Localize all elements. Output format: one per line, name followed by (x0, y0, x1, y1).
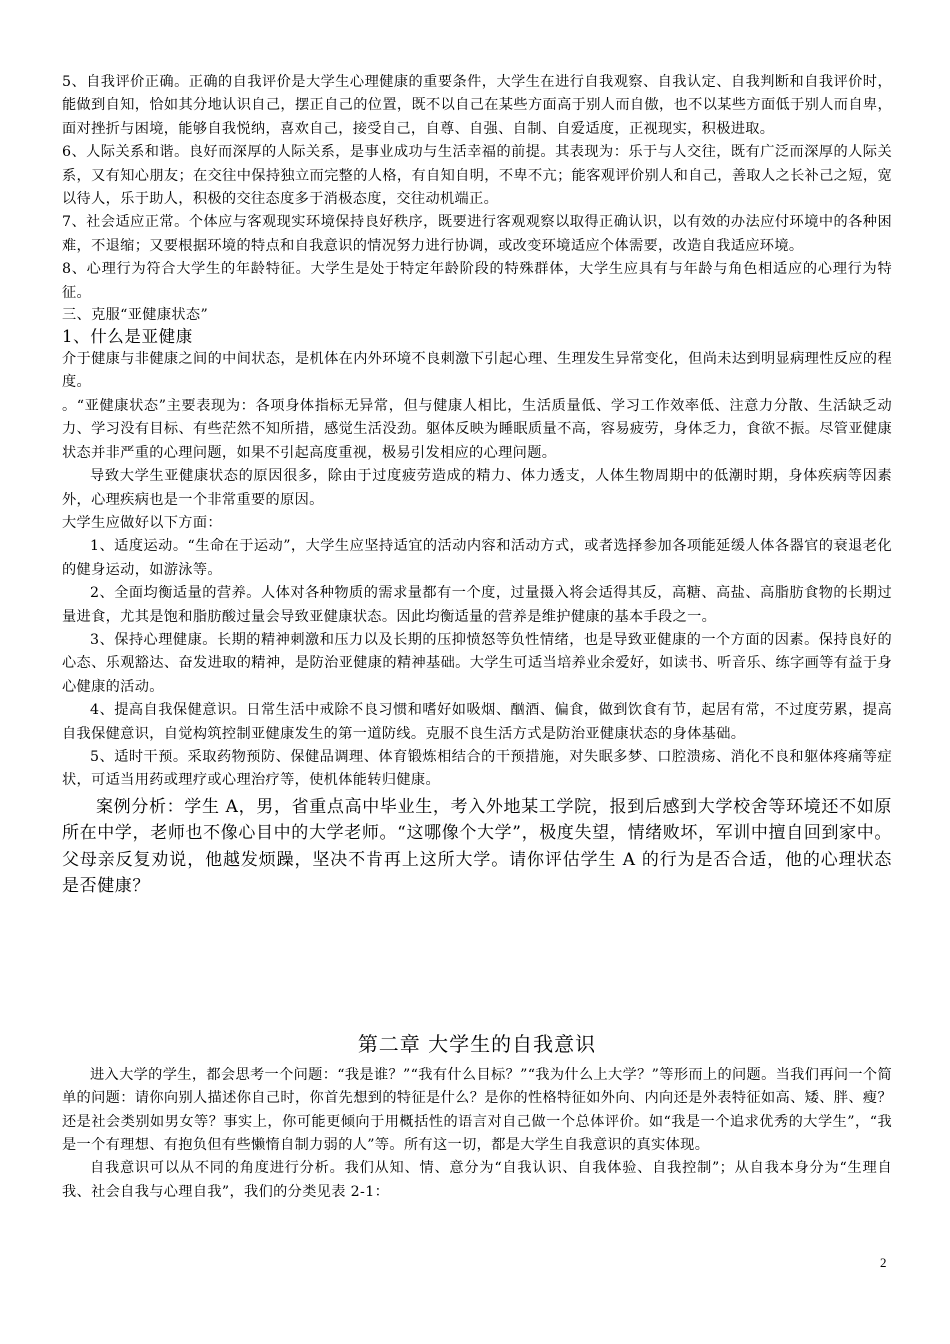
recommendation-intervention: 5、适时干预。采取药物预防、保健品调理、体育锻炼相结合的干预措施，对失眠多梦、口腔溃疡、消化不良和躯体疼痛等症状，可适当用药或理疗或心理治疗等，使机体能转归健康。 (62, 748, 892, 789)
document-page (62, 71, 892, 1204)
chapter-intro: 进入大学的学生，都会思考一个问题：“我是谁？”“我有什么目标？”“我为什么上大学？”等形而上的问题。当我们再问一个简单的问题：请你向别人描述你自己时，你首先想到的特征是什么？是你的性格特征如外向、内向还是外表特征如高、矮、胖、瘦？还是社会类别如男女等？事实上，你可能更倾向于用概括性的语言对自己做一个总体评价。如“我是一个追求优秀的大学生”，“我是一个有理想、有抱负但有些懒惰自制力弱的人”等。所有这一切，都是大学生自我意识的真实体现。 (62, 1066, 892, 1153)
criterion-interpersonal: 6、人际关系和谐。良好而深厚的人际关系，是事业成功与生活幸福的前提。其表现为：乐于与人交往，既有广泛而深厚的人际关系，又有知心朋友；在交往中保持独立而完整的人格，有自知自明，不卑不亢；能客观评价别人和自己，善取人之长补己之短，宽以待人，乐于助人，积极的交往态度多于消极态度，交往动机端正。 (62, 144, 892, 208)
chapter-title: 第二章 大学生的自我意识 (357, 1031, 597, 1056)
recommendations-intro: 大学生应做好以下方面： (62, 514, 222, 531)
criterion-self-evaluation: 5、自我评价正确。正确的自我评价是大学生心理健康的重要条件，大学生在进行自我观察、自我认定、自我判断和自我评价时，能做到自知，恰如其分地认识自己，摆正自己的位置，既不以自己在某些方面高于别人而自傲，也不以某些方面低于别人而自卑，面对挫折与困境，能够自我悦纳，喜欢自己，接受自己，自尊、自强、自制、自爱适度，正视现实，积极进取。 (62, 74, 892, 137)
recommendation-exercise: 1、适度运动。“生命在于运动”，大学生应坚持适宜的活动内容和活动方式，或者选择参加各项能延缓人体各器官的衰退老化的健身运动，如游泳等。 (62, 538, 892, 578)
recommendation-mental-health: 3、保持心理健康。长期的精神刺激和压力以及长期的压抑愤怒等负性情绪，也是导致亚健康的一个方面的因素。保持良好的心态、乐观豁达、奋发进取的精神，是防治亚健康的精神基础。大学生可适当培养业余爱好，如读书、听音乐、练字画等有益于身心健康的活动。 (62, 631, 892, 695)
criterion-age-characteristics: 8、心理行为符合大学生的年龄特征。大学生是处于特定年龄阶段的特殊群体，大学生应具有与年龄与角色相适应的心理行为特征。 (62, 261, 892, 301)
chapter-self-awareness-analysis: 自我意识可以从不同的角度进行分析。我们从知、情、意分为“自我认识、自我体验、自我控制”；从自我本身分为“生理自我、社会自我与心理自我”，我们的分类见表 2-1： (62, 1160, 892, 1200)
subheading-what-is-subhealth: 1、什么是亚健康 (62, 327, 193, 347)
criterion-social-adaptation: 7、社会适应正常。个体应与客观现实环境保持良好秩序，既要进行客观观察以取得正确认识，以有效的办法应付环境中的各种困难，不退缩；又要根据环境的特点和自我意识的情况努力进行协调，或改变环境适应个体需要，改造自我适应环境。 (62, 214, 892, 254)
page-number: 2 (880, 1255, 887, 1270)
subhealth-definition: 介于健康与非健康之间的中间状态，是机体在内外环境不良刺激下引起心理、生理发生异常变化，但尚未达到明显病理性反应的程度。 (62, 351, 892, 391)
recommendation-self-care: 4、提高自我保健意识。日常生活中戒除不良习惯和嗜好如吸烟、酗酒、偏食，做到饮食有节，起居有常，不过度劳累，提高自我保健意识，自觉构筑控制亚健康发生的第一道防线。克服不良生活方式是防治亚健康状态的身体基础。 (62, 702, 892, 742)
case-analysis: 案例分析：学生 A，男，省重点高中毕业生，考入外地某工学院，报到后感到大学校舍等环境还不如原所在中学，老师也不像心目中的大学老师。“这哪像个大学”，极度失望，情绪败坏，军训中擅自回到家中。父母亲反复劝说，他越发烦躁，坚决不肯再上这所大学。请你评估学生 A 的行为是否合适，他的心理状态是否健康？ (62, 796, 892, 897)
subhealth-symptoms: 。“亚健康状态”主要表现为：各项身体指标无异常，但与健康人相比，生活质量低、学习工作效率低、注意力分散、生活缺乏动力、学习没有目标、有些茫然不知所措，感觉生活没劲。躯体反映为睡眠质量不高，容易疲劳，身体乏力，食欲不振。尽管亚健康状态并非严重的心理问题，如果不引起高度重视，极易引发相应的心理问题。 (62, 397, 892, 461)
subhealth-causes: 导致大学生亚健康状态的原因很多，除由于过度疲劳造成的精力、体力透支，人体生物周期中的低潮时期，身体疾病等因素外，心理疾病也是一个非常重要的原因。 (62, 468, 892, 508)
section-heading-subhealth: 三、克服“亚健康状态” (62, 307, 209, 324)
recommendation-nutrition: 2、全面均衡适量的营养。人体对各种物质的需求量都有一个度，过量摄入将会适得其反，高糖、高盐、高脂肪食物的长期过量进食，尤其是饱和脂肪酸过量会导致亚健康状态。因此均衡适量的营养是维护健康的基本手段之一。 (62, 585, 892, 625)
